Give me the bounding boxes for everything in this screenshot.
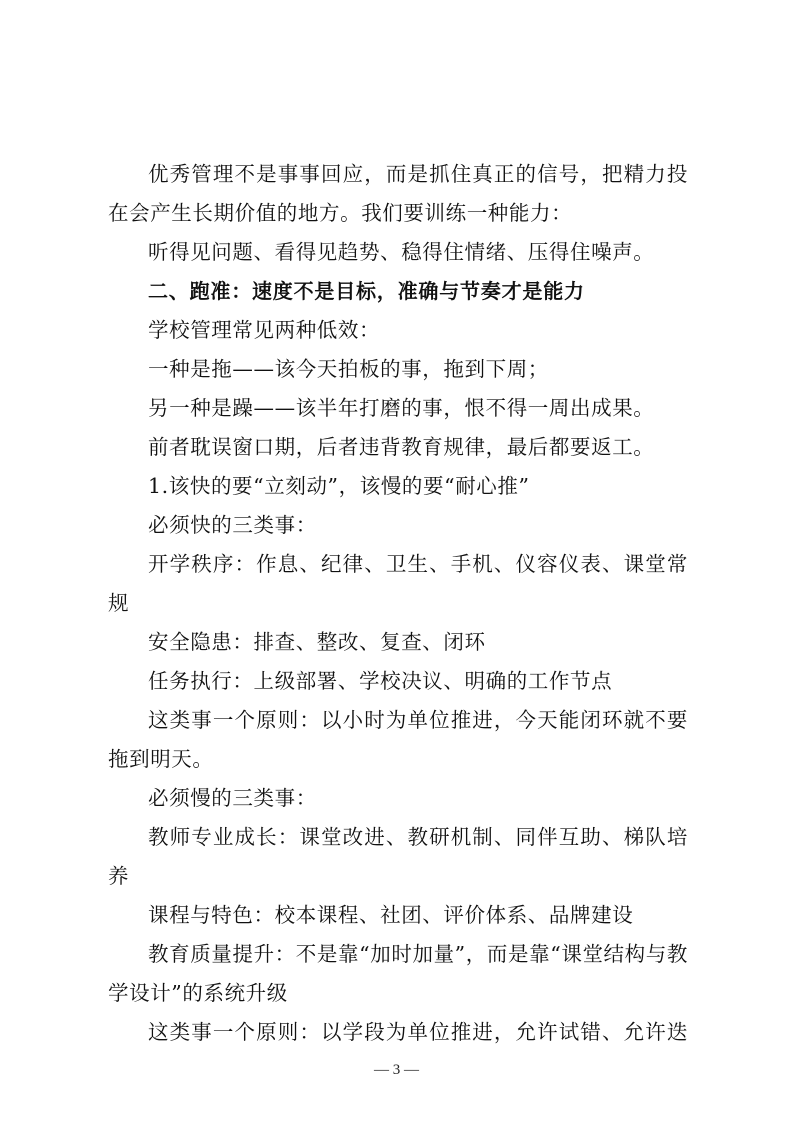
paragraph-line: 学设计”的系统升级 (108, 981, 288, 1005)
paragraph-line: 在会产生长期价值的地方。我们要训练一种能力： (108, 201, 573, 225)
paragraph-line: 学校管理常见两种低效： (148, 318, 381, 342)
paragraph-line: 开学秩序：作息、纪律、卫生、手机、仪容仪表、课堂常 (148, 552, 688, 576)
paragraph-line: 养 (108, 864, 130, 888)
paragraph-line: 规 (108, 591, 130, 615)
paragraph-line: 任务执行：上级部署、学校决议、明确的工作节点 (148, 669, 613, 693)
paragraph-line: 前者耽误窗口期，后者违背教育规律，最后都要返工。 (148, 435, 655, 459)
paragraph-line: 必须快的三类事： (148, 513, 317, 537)
section-heading: 二、跑准：速度不是目标，准确与节奏才是能力 (148, 279, 585, 303)
paragraph-line: 另一种是躁——该半年打磨的事，恨不得一周出成果。 (148, 396, 655, 420)
paragraph-line: 拖到明天。 (108, 747, 214, 771)
paragraph-line: 课程与特色：校本课程、社团、评价体系、品牌建设 (148, 903, 634, 927)
paragraph-line: 教师专业成长：课堂改进、教研机制、同伴互助、梯队培 (148, 825, 688, 849)
paragraph-line: 优秀管理不是事事回应，而是抓住真正的信号，把精力投 (148, 162, 688, 186)
paragraph-line: 一种是拖——该今天拍板的事，拖到下周； (148, 357, 549, 381)
paragraph-line: 听得见问题、看得见趋势、稳得住情绪、压得住噪声。 (148, 240, 655, 264)
paragraph-line: 这类事一个原则：以学段为单位推进，允许试错、允许迭 (148, 1020, 688, 1044)
paragraph-line: 必须慢的三类事： (148, 786, 317, 810)
paragraph-line: 安全隐患：排查、整改、复查、闭环 (148, 630, 486, 654)
subsection-heading: 1.该快的要“立刻动”，该慢的要“耐心推” (148, 474, 530, 498)
page-number: — 3 — (374, 1062, 419, 1078)
paragraph-line: 教育质量提升：不是靠“加时加量”，而是靠“课堂结构与教 (148, 942, 688, 966)
paragraph-line: 这类事一个原则：以小时为单位推进，今天能闭环就不要 (148, 708, 688, 732)
